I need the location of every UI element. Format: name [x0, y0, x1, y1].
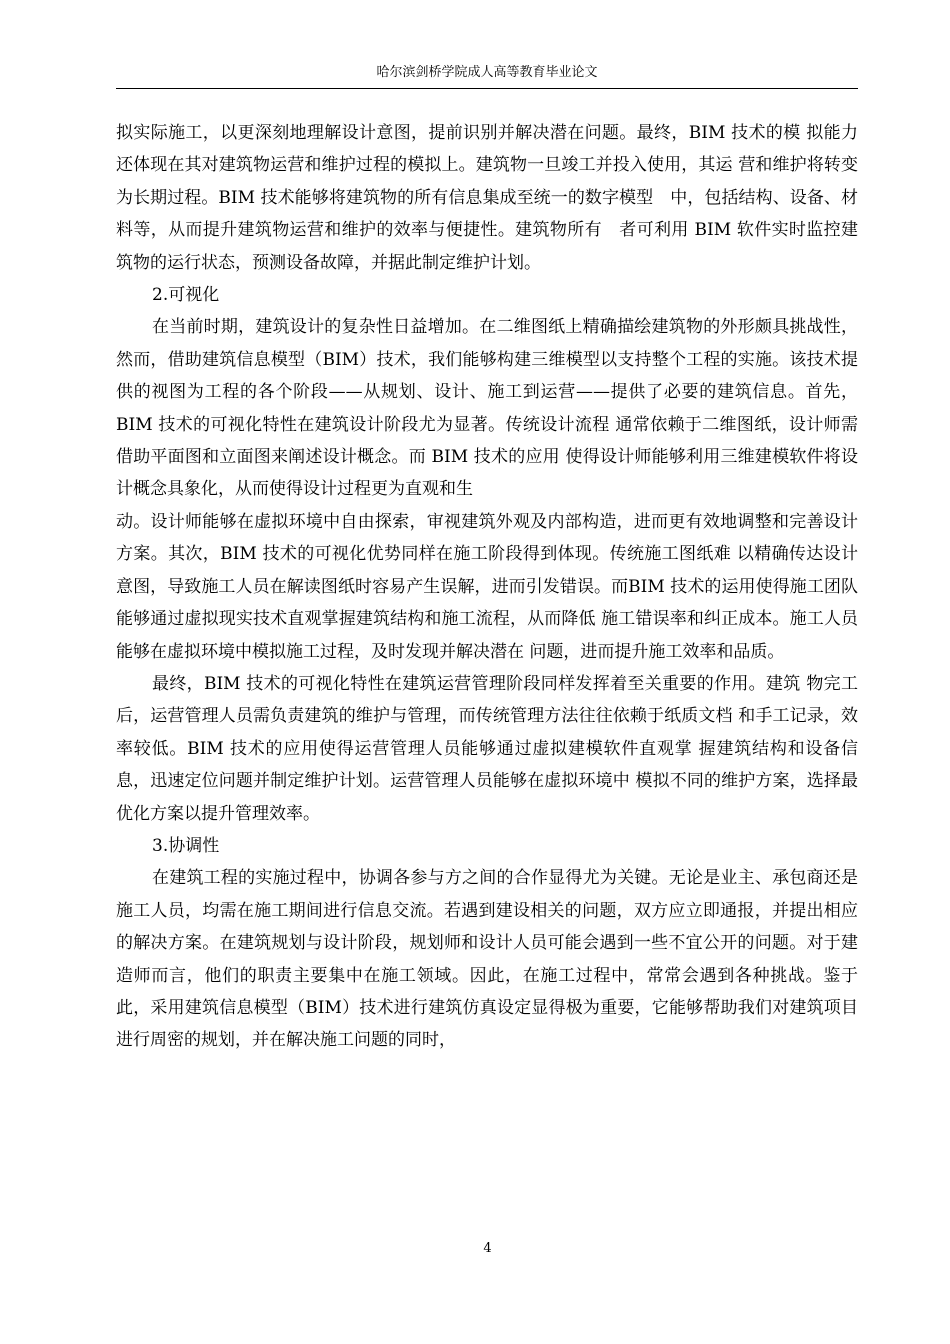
paragraph-coordination: 在建筑工程的实施过程中，协调各参与方之间的合作显得尤为关键。无论是业主、承包商还是施工人员，均需在施工期间进行信息交流。若遇到建设相关的问题，双方应立即通报，并提出相应的解决方案。在建筑规划与设计阶段，规划师和设计人员可能会遇到一些不宜公开的问题。对于建造师而言，他们的职责主要集中在施工领域。因此，在施工过程中，常常会遇到各种挑战。鉴于此，采用建筑信息模型（BIM）技术进行建筑仿真设定显得极为重要，它能够帮助我们对建筑项目进行周密的规划，并在解决施工问题的同时， — [116, 868, 858, 1051]
paragraph-visualization-operation: 最终，BIM 技术的可视化特性在建筑运营管理阶段同样发挥着至关重要的作用。建筑 物完工后，运营管理人员需负责建筑的维护与管理，而传统管理方法往往依赖于纸质文档 和手工记录，效率较低。BIM 技术的应用使得运营管理人员能够通过虚拟建模软件直观掌 握建筑结构和设备信息，迅速定位问题并制定维护计划。运营管理人员能够在虚拟环境中 模拟不同的维护方案，选择最优化方案以提升管理效率。 — [116, 673, 858, 824]
section-heading-coordination: 3.协调性 — [152, 835, 220, 856]
paragraph-continuation: 拟实际施工，以更深刻地理解设计意图，提前识别并解决潜在问题。最终，BIM 技术的模 拟能力还体现在其对建筑物运营和维护过程的模拟上。建筑物一旦竣工并投入使用，其运 营和维护将转变为长期过程。BIM 技术能够将建筑物的所有信息集成至统一的数字模型 中，包括结构、设备、材料等，从而提升建筑物运营和维护的效率与便捷性。建筑物所有 者可利用 BIM 软件实时监控建筑物的运行状态，预测设备故障，并据此制定维护计划。 — [116, 123, 858, 273]
body-text — [116, 117, 858, 1057]
page-header: 哈尔滨剑桥学院成人高等教育毕业论文 — [376, 65, 598, 80]
page-number: 4 — [483, 1241, 492, 1256]
paragraph-visualization-intro: 在当前时期，建筑设计的复杂性日益增加。在二维图纸上精确描绘建筑物的外形颇具挑战性，然而，借助建筑信息模型（BIM）技术，我们能够构建三维模型以支持整个工程的实施。该技术提供的视图为工程的各个阶段——从规划、设计、施工到运营——提供了必要的建筑信息。首先，BIM 技术的可视化特性在建筑设计阶段尤为显著。传统设计流程 通常依赖于二维图纸，设计师需借助平面图和立面图来阐述设计概念。而 BIM 技术的应用 使得设计师能够利用三维建模软件将设计概念具象化，从而使得设计过程更为直观和生 — [116, 317, 858, 500]
header-divider — [116, 88, 858, 89]
paragraph-visualization-construction: 动。设计师能够在虚拟环境中自由探索，审视建筑外观及内部构造，进而更有效地调整和完善设计方案。其次，BIM 技术的可视化优势同样在施工阶段得到体现。传统施工图纸难 以精确传达设计意图，导致施工人员在解读图纸时容易产生误解，进而引发错误。而BIM 技术的运用使得施工团队能够通过虚拟现实技术直观掌握建筑结构和施工流程，从而降低 施工错误率和纠正成本。施工人员能够在虚拟环境中模拟施工过程，及时发现并解决潜在 问题，进而提升施工效率和品质。 — [116, 511, 858, 662]
section-heading-visualization: 2.可视化 — [152, 285, 220, 306]
